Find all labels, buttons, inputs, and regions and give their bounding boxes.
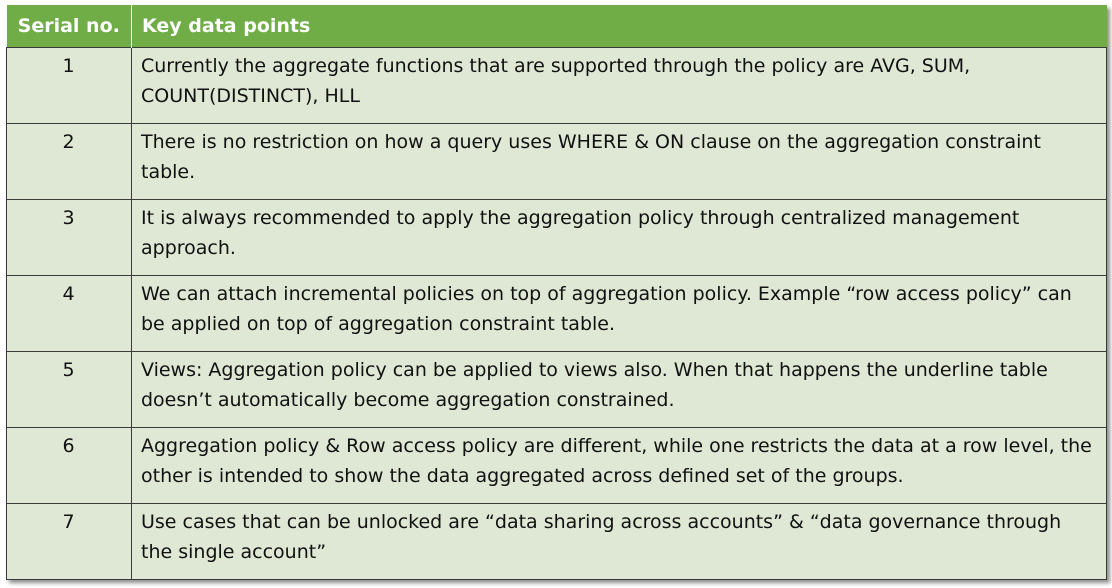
table-header-row (7, 5, 1107, 47)
serial-cell: 2 (7, 123, 132, 199)
key-point-cell: There is no restriction on how a query uses WHERE & ON clause on the aggregation constraint table. (132, 123, 1107, 199)
key-data-points-table-container (6, 5, 1107, 580)
key-point-cell: It is always recommended to apply the aggregation policy through centralized management approach. (132, 199, 1107, 275)
table-row (7, 503, 1107, 579)
serial-cell: 1 (7, 47, 132, 123)
key-point-cell: Use cases that can be unlocked are “data sharing across accounts” & “data governance through the single account” (132, 503, 1107, 579)
table-row (7, 275, 1107, 351)
serial-cell: 5 (7, 351, 132, 427)
key-point-cell: We can attach incremental policies on top of aggregation policy. Example “row access policy” can be applied on top of aggregation constraint table. (132, 275, 1107, 351)
table-row (7, 199, 1107, 275)
key-data-points-header: Key data points (132, 5, 1107, 47)
key-data-points-table (6, 5, 1107, 580)
key-point-cell: Views: Aggregation policy can be applied to views also. When that happens the underline table doesn’t automatically become aggregation constrained. (132, 351, 1107, 427)
serial-cell: 7 (7, 503, 132, 579)
table-row (7, 351, 1107, 427)
key-point-cell: Aggregation policy & Row access policy are different, while one restricts the data at a row level, the other is intended to show the data aggregated across defined set of the groups. (132, 427, 1107, 503)
table-row (7, 427, 1107, 503)
table-row (7, 123, 1107, 199)
serial-cell: 3 (7, 199, 132, 275)
serial-cell: 4 (7, 275, 132, 351)
serial-cell: 6 (7, 427, 132, 503)
serial-no-header: Serial no. (7, 5, 132, 47)
key-point-cell: Currently the aggregate functions that are supported through the policy are AVG, SUM, COUNT(DISTINCT), HLL (132, 47, 1107, 123)
table-row (7, 47, 1107, 123)
